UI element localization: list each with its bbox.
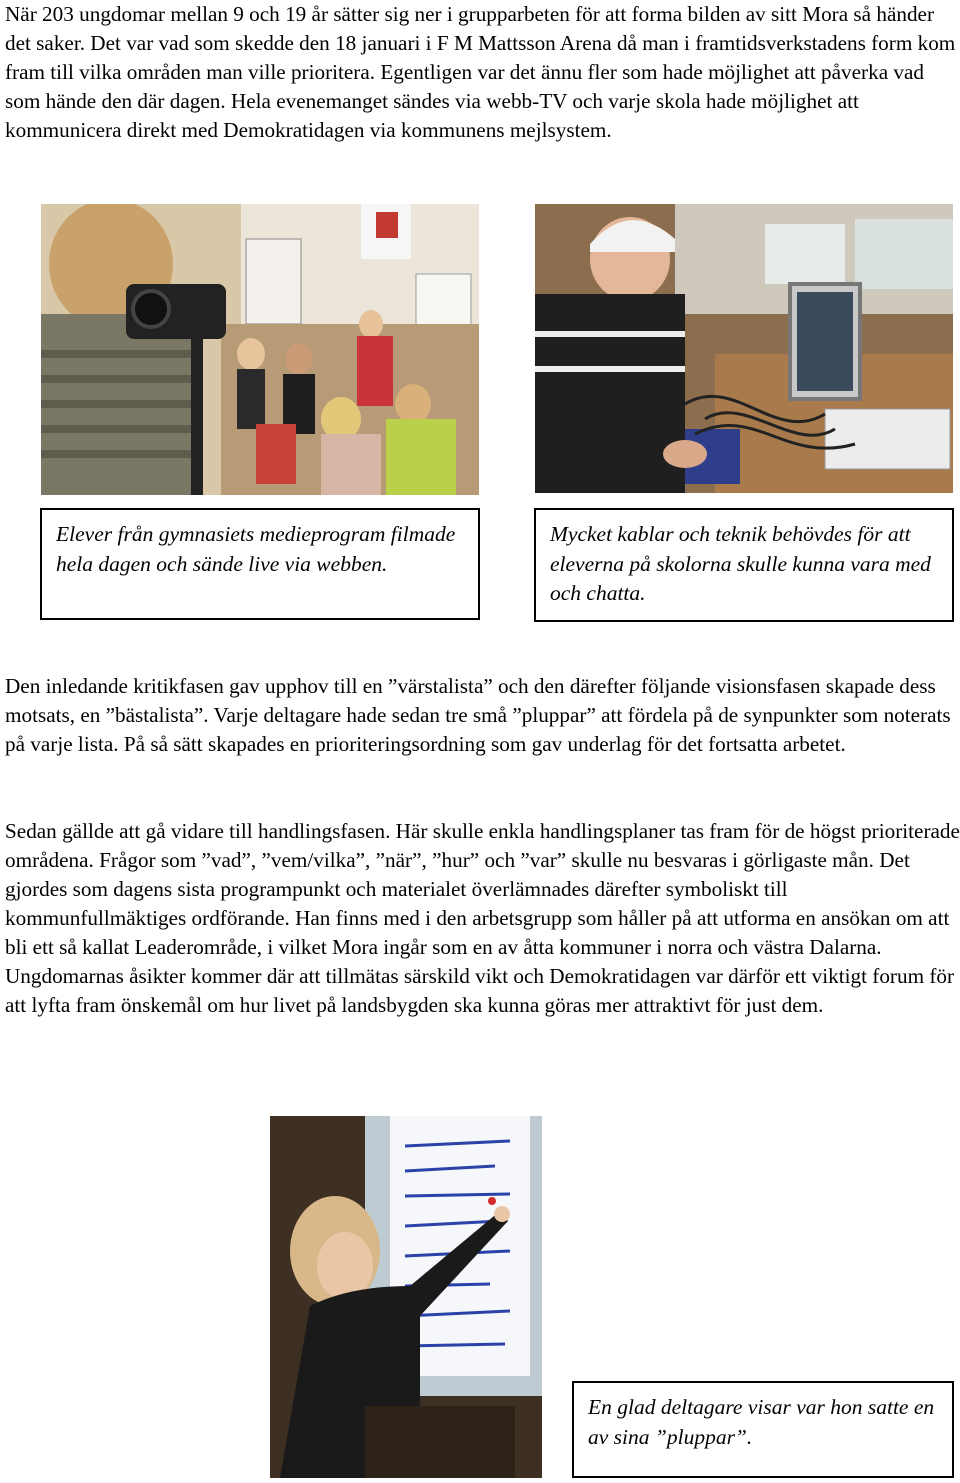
caption-glad-participant: En glad deltagare visar var hon satte en av sina ”pluppar”. xyxy=(572,1381,954,1478)
action-phase-paragraph: Sedan gällde att gå vidare till handlingsfasen. Här skulle enkla handlingsplaner tas fram för de högst prioriterade områdena. Frågor som ”vad”, ”vem/vilka”, ”när”, ”hur” och ”var” skulle nu besvaras i görligaste mån. Det gjordes som dagens sista programpunkt och materialet överlämnades därefter symboliskt till kommunfullmäktiges ordförande. Han finns med i den arbetsgrupp som håller på att utforma en ansökan om att bli ett så kallat Leaderområde, i vilket Mora ingår som en av åtta kommuner i norra och västra Dalarna. Ungdomarnas åsikter kommer där att tillmätas särskild vikt och Demokratidagen var därför ett viktigt forum för att lyfta fram önskemål om hur livet på landsbygden ska kunna göras mer attraktivt för just dem. xyxy=(5,819,960,1017)
technician-with-cables-and-monitor-photo xyxy=(535,204,953,493)
camera-operator-filming-group-photo xyxy=(41,204,479,495)
critique-phase-paragraph: Den inledande kritikfasen gav upphov till en ”värstalista” och den därefter följande visionsfasen skapade dess motsats, en ”bästalista”. Varje deltagare hade sedan tre små ”pluppar” att fördela på de synpunkter som noterats på varje lista. På så sätt skapades en prioriteringsordning som gav underlag för det fortsatta arbetet. xyxy=(5,674,951,756)
intro-paragraph: När 203 ungdomar mellan 9 och 19 år sätter sig ner i grupparbeten för att forma bilden av sitt Mora så händer det saker. Det var vad som skedde den 18 januari i F M Mattsson Arena då man i framtidsverkstadens form kom fram till vilka områden man ville prioritera. Egentligen var det ännu fler som hade möjlighet att påverka vad som hände den där dagen. Hela evenemanget sändes via webb-TV och varje skola hade möjlighet att kommunicera direkt med Demokratidagen via kommunens mejlsystem. xyxy=(5,2,956,142)
caption-technology: Mycket kablar och teknik behövdes för att eleverna på skolorna skulle kunna vara med och chatta. xyxy=(534,508,954,622)
caption-media-program: Elever från gymnasiets medieprogram filmade hela dagen och sände live via webben. xyxy=(40,508,480,620)
girl-pointing-at-flipchart-photo xyxy=(270,1116,542,1478)
